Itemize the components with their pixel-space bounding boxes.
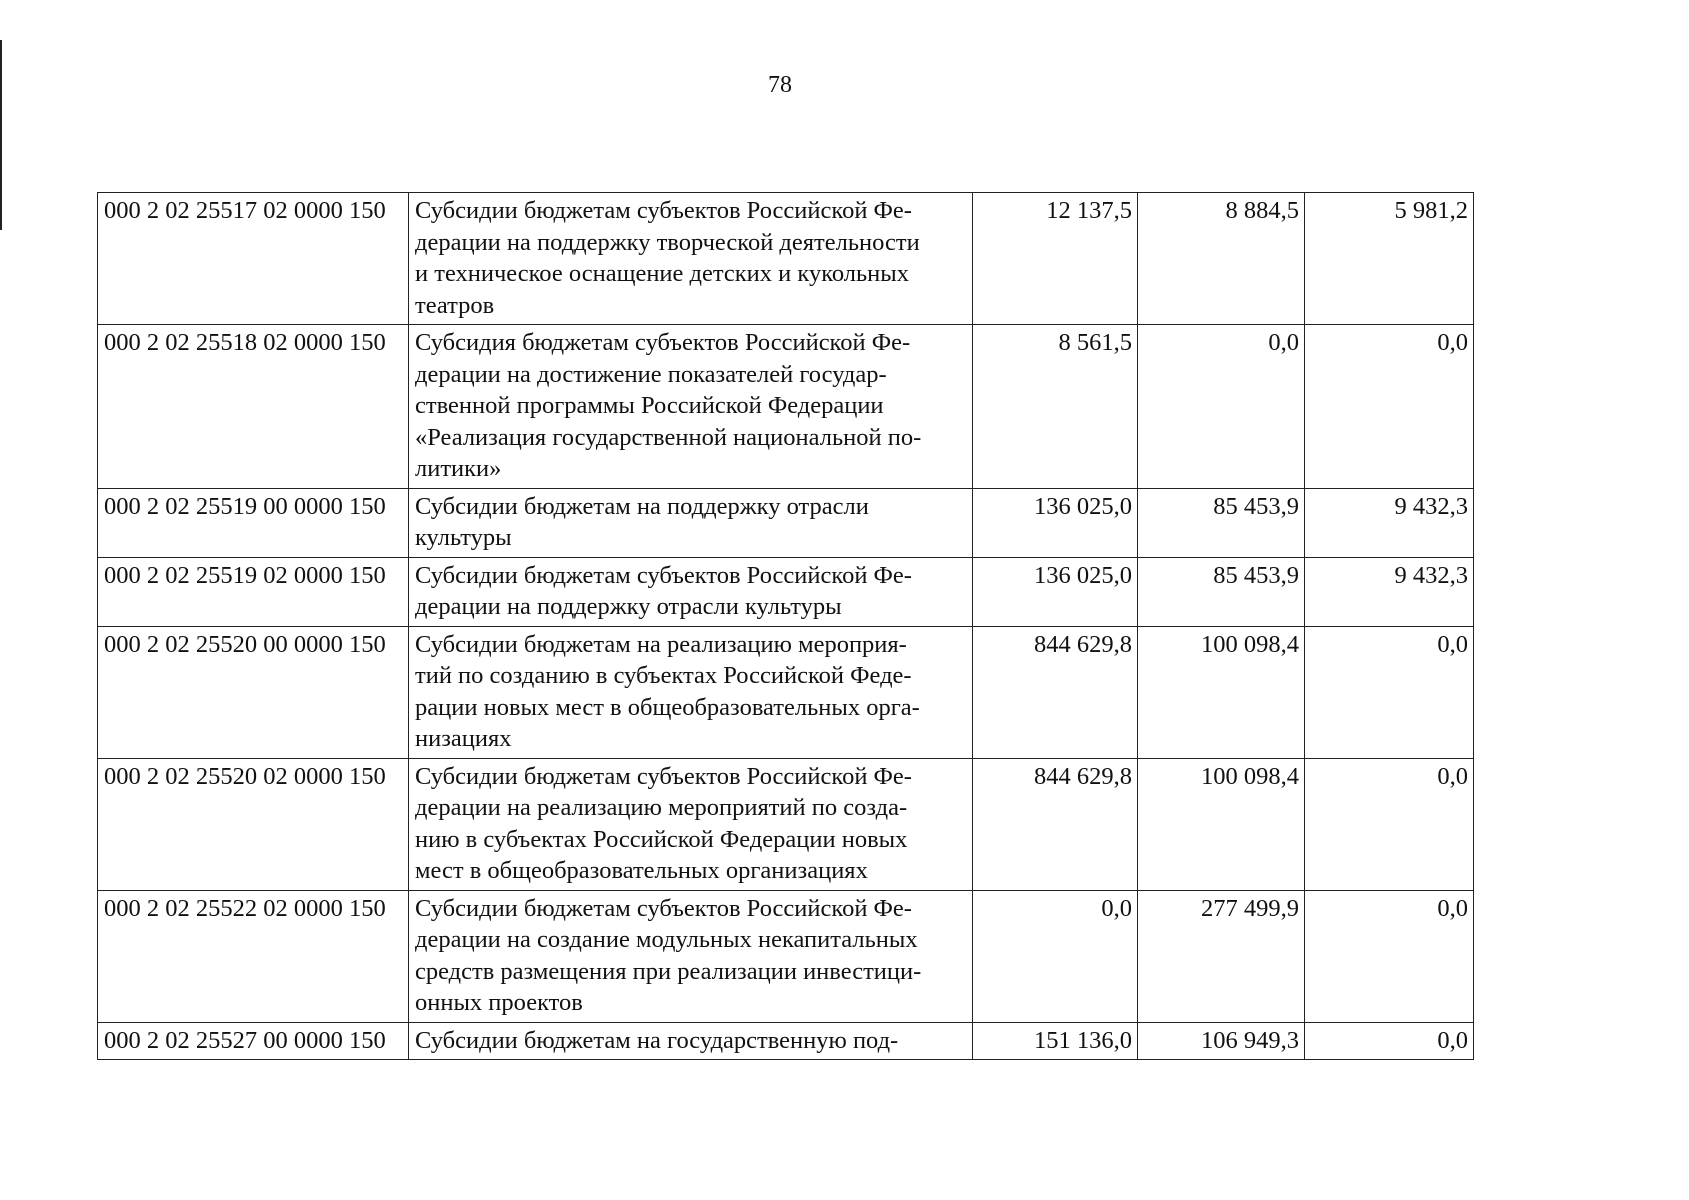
amount-cell-3: 5 981,2 (1305, 193, 1474, 325)
amount-cell-1: 136 025,0 (973, 488, 1138, 557)
description-line: дерации на поддержку отрасли культуры (415, 593, 842, 620)
description-line: дерации на создание модульных некапитальных (415, 926, 918, 953)
amount-cell-1: 12 137,5 (973, 193, 1138, 325)
amount-cell-2: 277 499,9 (1138, 890, 1305, 1022)
table-row (98, 890, 1474, 1022)
description-line: дерации на поддержку творческой деятельности (415, 228, 920, 256)
budget-table (97, 192, 1474, 1060)
description-line: Субсидия бюджетам субъектов Российской Фе- (415, 329, 911, 356)
description-line: мест в общеобразовательных организациях (415, 857, 868, 884)
description-line: Субсидии бюджетам на государственную под- (415, 1026, 899, 1054)
table-row (98, 193, 1474, 325)
description-line: и техническое оснащение детских и кукольных (415, 260, 909, 287)
amount-cell-3: 0,0 (1305, 325, 1474, 489)
description-line: дерации на достижение показателей государ- (415, 360, 887, 388)
page-number: 78 (768, 72, 792, 98)
scan-edge-mark (0, 40, 2, 230)
description-line: онных проектов (415, 989, 583, 1016)
description-line: театров (415, 291, 495, 319)
description-line: Субсидии бюджетам субъектов Российской Фе- (415, 762, 912, 790)
description-line: «Реализация государственной национальной по- (415, 423, 922, 451)
description-line: Субсидии бюджетам субъектов Российской Фе- (415, 197, 912, 224)
budget-code-cell: 000 2 02 25522 02 0000 150 (98, 890, 409, 1022)
description-line: ственной программы Российской Федерации (415, 392, 884, 419)
table-row (98, 325, 1474, 489)
amount-cell-3: 9 432,3 (1305, 557, 1474, 626)
amount-cell-1: 844 629,8 (973, 758, 1138, 890)
budget-code-cell: 000 2 02 25520 02 0000 150 (98, 758, 409, 890)
amount-cell-3: 0,0 (1305, 758, 1474, 890)
amount-cell-3: 9 432,3 (1305, 488, 1474, 557)
description-line: дерации на реализацию мероприятий по созда- (415, 794, 908, 821)
description-cell (409, 325, 973, 489)
amount-cell-1: 151 136,0 (973, 1022, 1138, 1060)
description-line: низациях (415, 725, 512, 752)
amount-cell-2: 100 098,4 (1138, 758, 1305, 890)
table-row (98, 1022, 1474, 1060)
budget-code-cell: 000 2 02 25519 00 0000 150 (98, 488, 409, 557)
table-row (98, 557, 1474, 626)
description-line: нию в субъектах Российской Федерации новых (415, 825, 908, 853)
amount-cell-2: 8 884,5 (1138, 193, 1305, 325)
budget-code-cell: 000 2 02 25517 02 0000 150 (98, 193, 409, 325)
budget-code-cell: 000 2 02 25527 00 0000 150 (98, 1022, 409, 1060)
description-cell (409, 758, 973, 890)
amount-cell-2: 100 098,4 (1138, 626, 1305, 758)
description-line: тий по созданию в субъектах Российской Феде- (415, 662, 912, 689)
amount-cell-2: 106 949,3 (1138, 1022, 1305, 1060)
table-row (98, 758, 1474, 890)
amount-cell-1: 136 025,0 (973, 557, 1138, 626)
description-cell (409, 193, 973, 325)
amount-cell-3: 0,0 (1305, 890, 1474, 1022)
table-row (98, 626, 1474, 758)
budget-code-cell: 000 2 02 25519 02 0000 150 (98, 557, 409, 626)
description-cell (409, 488, 973, 557)
amount-cell-1: 0,0 (973, 890, 1138, 1022)
description-cell (409, 557, 973, 626)
description-line: культуры (415, 524, 512, 551)
amount-cell-3: 0,0 (1305, 626, 1474, 758)
description-line: Субсидии бюджетам субъектов Российской Фе- (415, 561, 912, 589)
budget-code-cell: 000 2 02 25520 00 0000 150 (98, 626, 409, 758)
amount-cell-3: 0,0 (1305, 1022, 1474, 1060)
description-line: Субсидии бюджетам на реализацию мероприя- (415, 630, 907, 658)
description-line: Субсидии бюджетам субъектов Российской Фе- (415, 894, 912, 922)
amount-cell-1: 8 561,5 (973, 325, 1138, 489)
budget-table-body (98, 193, 1474, 1060)
amount-cell-2: 0,0 (1138, 325, 1305, 489)
description-line: Субсидии бюджетам на поддержку отрасли (415, 492, 869, 520)
table-row (98, 488, 1474, 557)
description-line: средств размещения при реализации инвестици- (415, 957, 922, 985)
description-cell (409, 626, 973, 758)
description-cell (409, 1022, 973, 1060)
description-line: рации новых мест в общеобразовательных орга- (415, 693, 920, 721)
amount-cell-1: 844 629,8 (973, 626, 1138, 758)
amount-cell-2: 85 453,9 (1138, 557, 1305, 626)
description-cell (409, 890, 973, 1022)
budget-code-cell: 000 2 02 25518 02 0000 150 (98, 325, 409, 489)
amount-cell-2: 85 453,9 (1138, 488, 1305, 557)
description-line: литики» (415, 455, 502, 482)
